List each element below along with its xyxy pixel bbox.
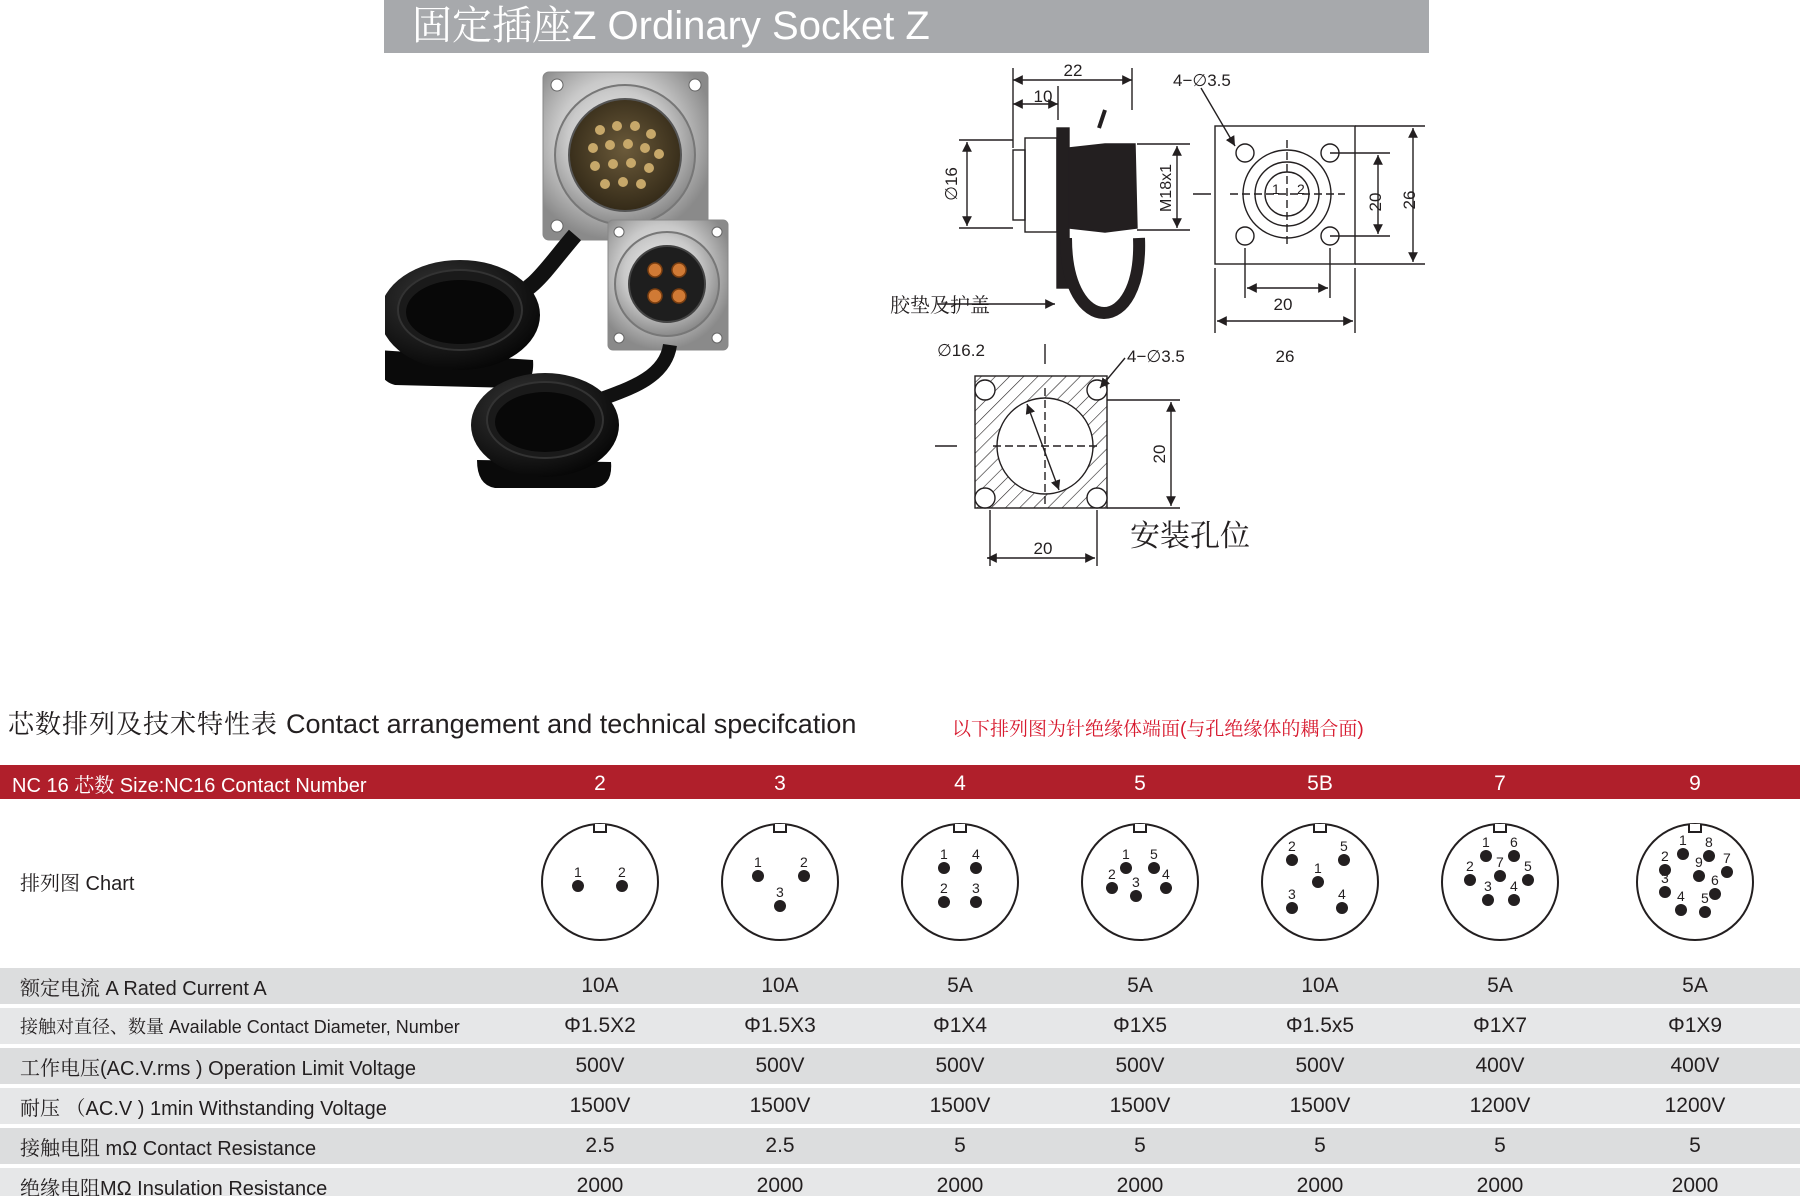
pin-dot xyxy=(1721,866,1733,878)
cell-value: Φ1.5X3 xyxy=(690,1004,870,1044)
dim-26-bottom: 26 xyxy=(1275,347,1295,366)
dim-22: 22 xyxy=(1063,61,1083,80)
pin-chart-9 xyxy=(1630,817,1760,947)
pin-dot xyxy=(1286,902,1298,914)
pin-number: 4 xyxy=(972,845,980,862)
cell-value: 2.5 xyxy=(510,1124,690,1164)
row-label: 接触对直径、数量 Available Contact Diameter, Number xyxy=(0,1004,510,1044)
cell-value: 500V xyxy=(510,1044,690,1084)
cell-value: 400V xyxy=(1410,1044,1590,1084)
gasket-label: 胶垫及护盖 xyxy=(890,295,990,317)
pin-number: 1 xyxy=(1314,859,1322,876)
large-cap xyxy=(385,260,540,388)
pin-number: 8 xyxy=(1705,833,1713,850)
header-col-5: 5 xyxy=(1134,771,1146,795)
insert-outline xyxy=(542,824,658,940)
cell-value: 2000 xyxy=(1050,1164,1230,1196)
dimension-drawing xyxy=(875,58,1435,578)
pin-dot xyxy=(752,870,764,882)
cell-value: 2000 xyxy=(1410,1164,1590,1196)
dim-m18: M18x1 xyxy=(1158,163,1175,213)
pin-dot xyxy=(1677,848,1689,860)
pin-dot xyxy=(1336,902,1348,914)
small-socket xyxy=(608,220,728,350)
key-notch xyxy=(1134,824,1146,832)
header-col-5b: 5B xyxy=(1307,771,1333,795)
pin-number: 9 xyxy=(1695,853,1703,870)
cut-phi16-2: ∅16.2 xyxy=(937,341,985,360)
pin-chart-3 xyxy=(715,817,845,947)
cell-value: 5A xyxy=(870,964,1050,1004)
cell-value: 5 xyxy=(1230,1124,1410,1164)
pin-dot xyxy=(1693,870,1705,882)
pin-dot xyxy=(1130,890,1142,902)
pin-number: 3 xyxy=(1132,873,1140,890)
face-pin-2: 2 xyxy=(1297,181,1305,197)
pin-number: 1 xyxy=(1482,833,1490,850)
pin-number: 5 xyxy=(1340,837,1348,854)
cell-value: Φ1.5X2 xyxy=(510,1004,690,1044)
table-row-withstanding-voltage xyxy=(0,1084,1800,1124)
key-notch xyxy=(1494,824,1506,832)
pin-number: 5 xyxy=(1150,845,1158,862)
pin-number: 3 xyxy=(776,883,784,900)
pin-number: 3 xyxy=(972,879,980,896)
pin-number: 3 xyxy=(1288,885,1296,902)
cell-value: 500V xyxy=(1230,1044,1410,1084)
pin-dot xyxy=(1659,886,1671,898)
table-row-operation-voltage xyxy=(0,1044,1800,1084)
pin-number: 1 xyxy=(574,863,582,880)
pin-dot xyxy=(1494,870,1506,882)
pin-number: 3 xyxy=(1661,869,1669,886)
cell-value: 10A xyxy=(690,964,870,1004)
cell-value: 500V xyxy=(690,1044,870,1084)
side-view xyxy=(937,68,1190,313)
pin-number: 1 xyxy=(940,845,948,862)
table-row-contact-resistance xyxy=(0,1124,1800,1164)
insert-outline xyxy=(902,824,1018,940)
pin-chart-cell xyxy=(870,799,1050,964)
cell-value: 1500V xyxy=(1230,1084,1410,1124)
pin-number: 1 xyxy=(1679,831,1687,848)
cell-value: 1200V xyxy=(1590,1084,1800,1124)
cell-value: Φ1.5x5 xyxy=(1230,1004,1410,1044)
cell-value: 2.5 xyxy=(690,1124,870,1164)
pin-number: 7 xyxy=(1496,853,1504,870)
insert-outline xyxy=(1637,824,1753,940)
pin-dot xyxy=(774,900,786,912)
pin-dot xyxy=(798,870,810,882)
pin-dot xyxy=(1160,882,1172,894)
pin-number: 2 xyxy=(1661,847,1669,864)
cell-value: 5A xyxy=(1590,964,1800,1004)
dim-phi16: ∅16 xyxy=(942,167,961,201)
dim-20-bottom: 20 xyxy=(1273,295,1293,314)
cell-value: Φ1X5 xyxy=(1050,1004,1230,1044)
dim-10: 10 xyxy=(1033,87,1053,106)
dim-4holes: 4−∅3.5 xyxy=(1173,71,1231,90)
section-note: 以下排列图为针绝缘体端面(与孔绝缘体的耦合面) xyxy=(952,719,1364,740)
header-col-2: 2 xyxy=(594,771,606,795)
table-row-insulation-resistance xyxy=(0,1164,1800,1196)
section-heading xyxy=(8,704,1798,744)
key-notch xyxy=(1314,824,1326,832)
pin-dot xyxy=(1120,862,1132,874)
pin-chart-cell xyxy=(1230,799,1410,964)
pin-number: 6 xyxy=(1711,871,1719,888)
header-col-4: 4 xyxy=(954,771,966,795)
header-col-9: 9 xyxy=(1689,771,1701,795)
cell-value: 2000 xyxy=(510,1164,690,1196)
face-pin-1: 1 xyxy=(1272,181,1280,197)
cell-value: 5A xyxy=(1050,964,1230,1004)
pin-dot xyxy=(1508,894,1520,906)
dim-26-side: 26 xyxy=(1400,190,1419,210)
pin-dot xyxy=(1148,862,1160,874)
pin-dot xyxy=(1522,874,1534,886)
key-notch xyxy=(774,824,786,832)
chart-row xyxy=(0,799,1800,964)
pin-chart-cell xyxy=(1050,799,1230,964)
pin-chart-cell xyxy=(690,799,870,964)
insert-outline xyxy=(722,824,838,940)
pin-number: 7 xyxy=(1723,849,1731,866)
product-photo xyxy=(385,60,855,540)
front-view xyxy=(1193,88,1425,333)
pin-number: 2 xyxy=(1288,837,1296,854)
key-notch xyxy=(954,824,966,832)
key-notch xyxy=(1689,824,1701,832)
cell-value: 2000 xyxy=(1590,1164,1800,1196)
cell-value: 2000 xyxy=(1230,1164,1410,1196)
pin-dot xyxy=(938,862,950,874)
cell-value: 5 xyxy=(1050,1124,1230,1164)
pin-dot xyxy=(1312,876,1324,888)
pin-number: 4 xyxy=(1510,877,1518,894)
cell-value: 500V xyxy=(1050,1044,1230,1084)
spec-table xyxy=(0,765,1800,1196)
row-label: 额定电流 A Rated Current A xyxy=(0,964,510,1004)
cut-4holes: 4−∅3.5 xyxy=(1127,347,1185,366)
pin-dot xyxy=(1508,850,1520,862)
key-notch xyxy=(594,824,606,832)
pin-chart-2 xyxy=(535,817,665,947)
table-header-row xyxy=(0,765,1800,799)
page-title: 固定插座Z Ordinary Socket Z xyxy=(412,4,930,48)
cell-value: 10A xyxy=(1230,964,1410,1004)
pin-chart-5b xyxy=(1255,817,1385,947)
pin-dot xyxy=(970,896,982,908)
header-col-7: 7 xyxy=(1494,771,1506,795)
cell-value: 1500V xyxy=(510,1084,690,1124)
pin-dot xyxy=(1703,850,1715,862)
cell-value: Φ1X4 xyxy=(870,1004,1050,1044)
pin-number: 4 xyxy=(1338,885,1346,902)
row-label: 接触电阻 mΩ Contact Resistance xyxy=(0,1124,510,1164)
cell-value: 5 xyxy=(1590,1124,1800,1164)
cell-value: 1200V xyxy=(1410,1084,1590,1124)
pin-dot xyxy=(1106,882,1118,894)
pin-chart-cell xyxy=(1590,799,1800,964)
pin-number: 4 xyxy=(1162,865,1170,882)
chart-row-label: 排列图 Chart xyxy=(20,873,135,895)
header-col-3: 3 xyxy=(774,771,786,795)
cell-value: 5A xyxy=(1410,964,1590,1004)
mount-label: 安装孔位 xyxy=(1130,520,1250,553)
cell-value: 1500V xyxy=(1050,1084,1230,1124)
pin-number: 6 xyxy=(1510,833,1518,850)
cell-value: 10A xyxy=(510,964,690,1004)
pin-dot xyxy=(1464,874,1476,886)
pin-chart-5 xyxy=(1075,817,1205,947)
pin-number: 2 xyxy=(940,879,948,896)
pin-dot xyxy=(1480,850,1492,862)
pin-dot xyxy=(1709,888,1721,900)
section-title-en: Contact arrangement and technical specifcation xyxy=(286,709,857,739)
pin-number: 2 xyxy=(1466,857,1474,874)
pin-dot xyxy=(1675,904,1687,916)
pin-number: 2 xyxy=(1108,865,1116,882)
pin-chart-4 xyxy=(895,817,1025,947)
table-row-contact-diameter xyxy=(0,1004,1800,1044)
row-label: 工作电压(AC.V.rms ) Operation Limit Voltage xyxy=(0,1044,510,1084)
cell-value: 5 xyxy=(870,1124,1050,1164)
cell-value: 2000 xyxy=(690,1164,870,1196)
pin-number: 2 xyxy=(800,853,808,870)
pin-number: 1 xyxy=(1122,845,1130,862)
cut-20-side: 20 xyxy=(1150,444,1169,464)
large-socket xyxy=(543,72,708,240)
cell-value: 400V xyxy=(1590,1044,1800,1084)
section-title-zh: 芯数排列及技术特性表 xyxy=(8,709,279,739)
pin-number: 3 xyxy=(1484,877,1492,894)
cell-value: 2000 xyxy=(870,1164,1050,1196)
pin-number: 5 xyxy=(1524,857,1532,874)
pin-chart-cell xyxy=(1410,799,1590,964)
header-label: NC 16 芯数 Size:NC16 Contact Number xyxy=(12,775,367,797)
pin-chart-7 xyxy=(1435,817,1565,947)
pin-dot xyxy=(938,896,950,908)
row-label: 绝缘电阻MΩ Insulation Resistance xyxy=(0,1164,510,1196)
insert-outline xyxy=(1082,824,1198,940)
cell-value: 500V xyxy=(870,1044,1050,1084)
cell-value: 1500V xyxy=(690,1084,870,1124)
cell-value: Φ1X9 xyxy=(1590,1004,1800,1044)
dim-20-side: 20 xyxy=(1366,192,1385,212)
pin-dot xyxy=(572,880,584,892)
pin-number: 1 xyxy=(754,853,762,870)
small-cap xyxy=(471,373,619,488)
pin-dot xyxy=(970,862,982,874)
cut-20-bottom: 20 xyxy=(1033,539,1053,558)
row-label: 耐压 （AC.V ) 1min Withstanding Voltage xyxy=(0,1084,510,1124)
pin-dot xyxy=(1286,854,1298,866)
pin-number: 2 xyxy=(618,863,626,880)
pin-dot xyxy=(1482,894,1494,906)
pin-number: 5 xyxy=(1701,889,1709,906)
table-row-rated-current xyxy=(0,964,1800,1004)
cell-value: 5 xyxy=(1410,1124,1590,1164)
pin-dot xyxy=(616,880,628,892)
pin-dot xyxy=(1338,854,1350,866)
cell-value: Φ1X7 xyxy=(1410,1004,1590,1044)
pin-dot xyxy=(1699,906,1711,918)
pin-number: 4 xyxy=(1677,887,1685,904)
page-title-bar xyxy=(384,0,1429,53)
cell-value: 1500V xyxy=(870,1084,1050,1124)
pin-chart-cell xyxy=(510,799,690,964)
